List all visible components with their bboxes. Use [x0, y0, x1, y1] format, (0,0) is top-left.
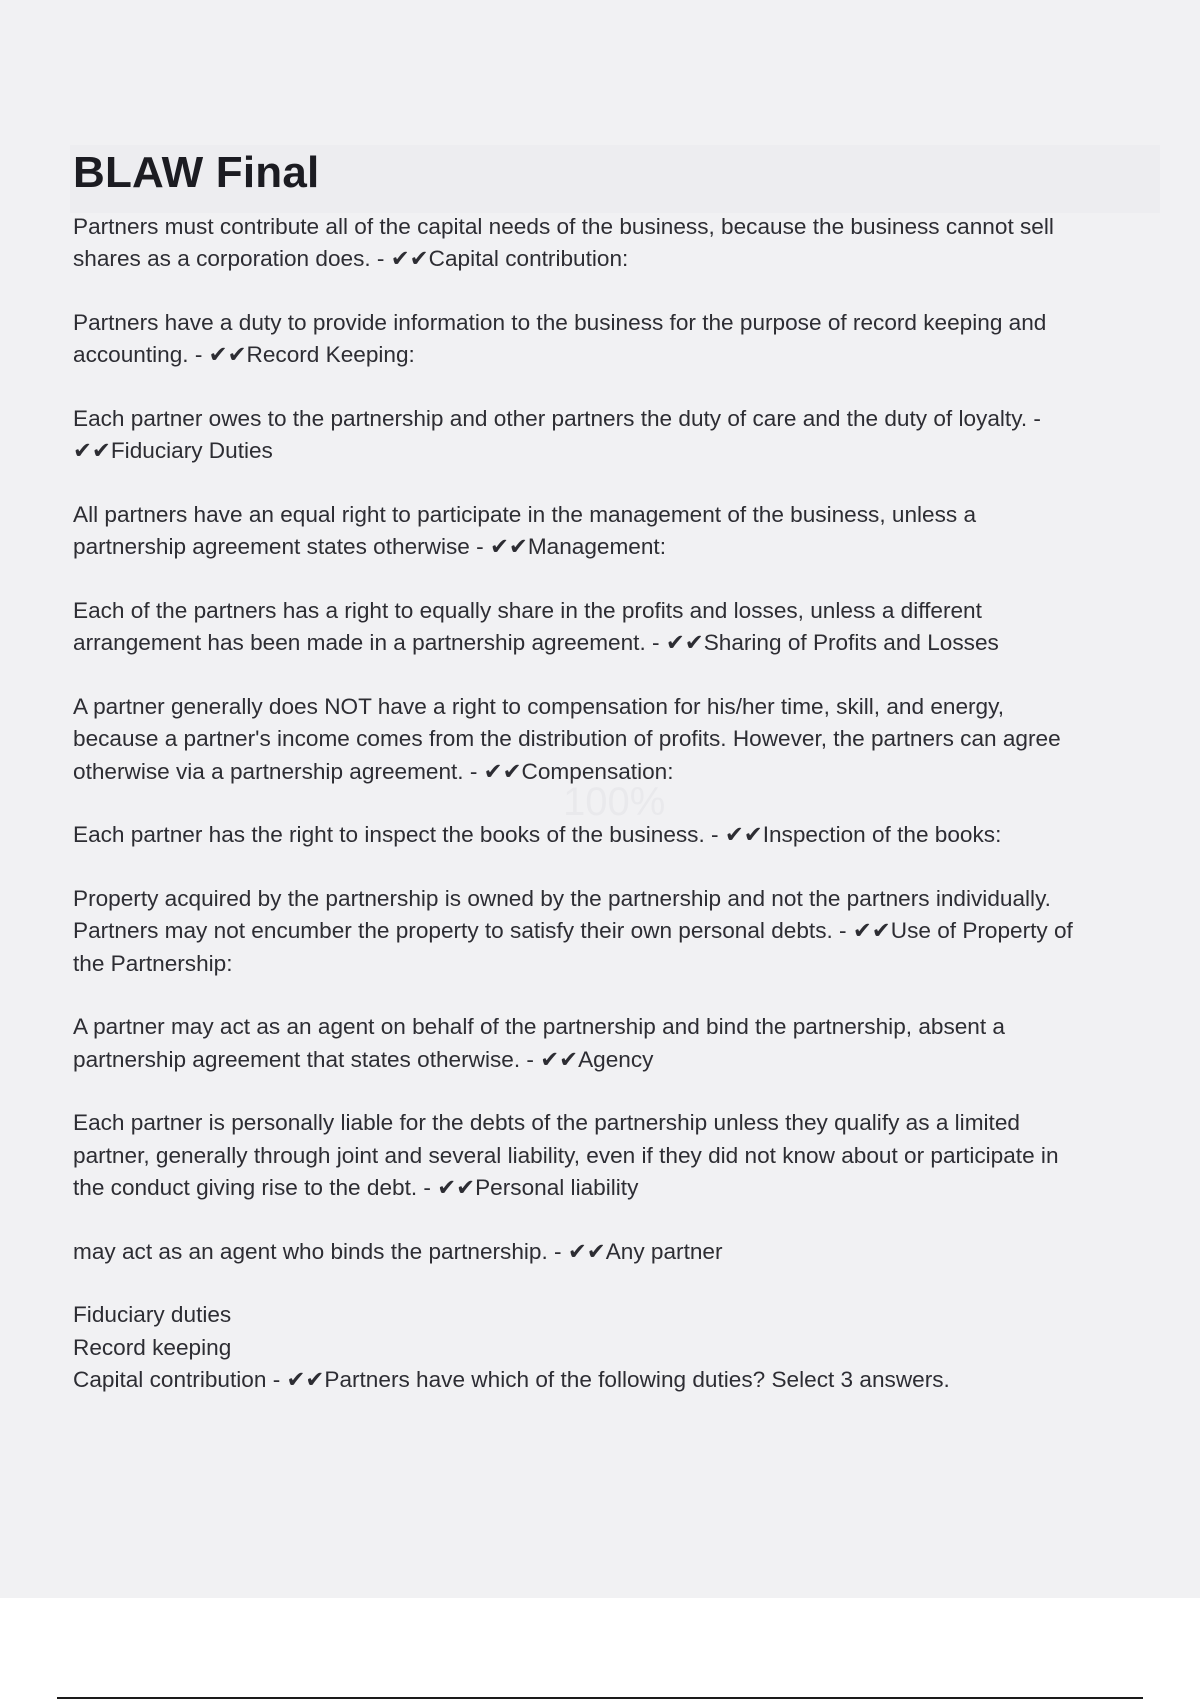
flashcard: [73, 403, 1163, 468]
check-marks-icon: ✔✔: [665, 630, 704, 656]
question-line: the conduct giving rise to the debt. -: [73, 1175, 438, 1201]
flashcard: [73, 1299, 1163, 1396]
answer-text: Record Keeping:: [246, 342, 415, 368]
answer-text: Use of Property of: [890, 918, 1073, 944]
check-marks-icon: ✔✔: [489, 534, 528, 560]
question-line: may act as an agent who binds the partnership. -: [73, 1238, 568, 1264]
check-marks-icon: ✔✔: [390, 246, 429, 272]
question-line: All partners have an equal right to participate in the management of the business, unless a: [73, 502, 977, 527]
answer-text: Partners have which of the following duties? Select 3 answers.: [324, 1367, 950, 1393]
flashcard: [73, 1236, 1163, 1268]
check-marks-icon: ✔✔: [567, 1238, 606, 1264]
check-marks-icon: ✔✔: [437, 1175, 476, 1201]
answer-text: Personal liability: [475, 1175, 639, 1201]
flashcard-list: [73, 211, 1163, 1428]
question-line: shares as a corporation does. -: [73, 246, 391, 272]
question-line: Property acquired by the partnership is owned by the partnership and not the partners individually.: [73, 886, 1051, 911]
flashcard: [73, 307, 1163, 372]
answer-text: Management:: [527, 534, 666, 560]
page-title: BLAW Final: [73, 148, 320, 197]
answer-text: Capital contribution:: [428, 246, 629, 272]
question-line: Each partner has the right to inspect the books of the business. -: [73, 822, 725, 848]
check-marks-icon: ✔✔: [73, 438, 111, 464]
question-line: Each partner owes to the partnership and other partners the duty of care and the duty of loyalty. -: [73, 406, 1041, 431]
question-line: Each partner is personally liable for the debts of the partnership unless they qualify as a limited: [73, 1110, 1020, 1136]
check-marks-icon: ✔✔: [724, 822, 763, 848]
answer-text: Any partner: [605, 1238, 723, 1264]
check-marks-icon: ✔✔: [286, 1367, 325, 1393]
check-marks-icon: ✔✔: [852, 918, 891, 944]
question-line: partner, generally through joint and several liability, even if they did not know about or participate in: [73, 1142, 1059, 1168]
answer-text: Inspection of the books:: [762, 822, 1002, 848]
answer-text: Sharing of Profits and Losses: [703, 630, 999, 656]
answer-text: Agency: [578, 1046, 654, 1072]
check-marks-icon: ✔✔: [540, 1046, 579, 1072]
question-line: Fiduciary duties: [73, 1302, 232, 1328]
question-line: A partner generally does NOT have a right to compensation for his/her time, skill, and energy,: [73, 694, 1005, 719]
answer-text: Fiduciary Duties: [110, 438, 273, 464]
question-line: otherwise via a partnership agreement. -: [73, 758, 484, 784]
flashcard: [73, 1011, 1163, 1076]
footer-rule: [57, 1697, 1143, 1699]
question-line: arrangement has been made in a partnership agreement. -: [73, 630, 666, 656]
flashcard: [73, 691, 1163, 788]
answer-text-continued: the Partnership:: [73, 950, 233, 976]
question-line: Partners have a duty to provide information to the business for the purpose of record keeping and: [73, 310, 1047, 335]
flashcard: [73, 499, 1163, 564]
question-line: Each of the partners has a right to equally share in the profits and losses, unless a different: [73, 598, 982, 623]
flashcard: [73, 819, 1163, 851]
question-line: Partners must contribute all of the capital needs of the business, because the business cannot sell: [73, 214, 1054, 239]
flashcard: [73, 1107, 1163, 1204]
check-marks-icon: ✔✔: [208, 342, 247, 368]
question-line: accounting. -: [73, 342, 209, 368]
watermark: 100%: [563, 780, 666, 824]
question-line: partnership agreement that states otherwise. -: [73, 1046, 541, 1072]
question-line: Partners may not encumber the property to satisfy their own personal debts. -: [73, 918, 853, 944]
check-marks-icon: ✔✔: [483, 758, 522, 784]
question-line: because a partner's income comes from the distribution of profits. However, the partners can agree: [73, 726, 1061, 752]
flashcard: [73, 595, 1163, 660]
question-line: Capital contribution -: [73, 1367, 287, 1393]
flashcard: [73, 883, 1163, 980]
flashcard: [73, 211, 1163, 276]
question-line: Record keeping: [73, 1334, 232, 1360]
question-line: A partner may act as an agent on behalf of the partnership and bind the partnership, absent a: [73, 1014, 1005, 1040]
answer-text: Compensation:: [521, 758, 674, 784]
question-line: partnership agreement states otherwise -: [73, 534, 490, 560]
